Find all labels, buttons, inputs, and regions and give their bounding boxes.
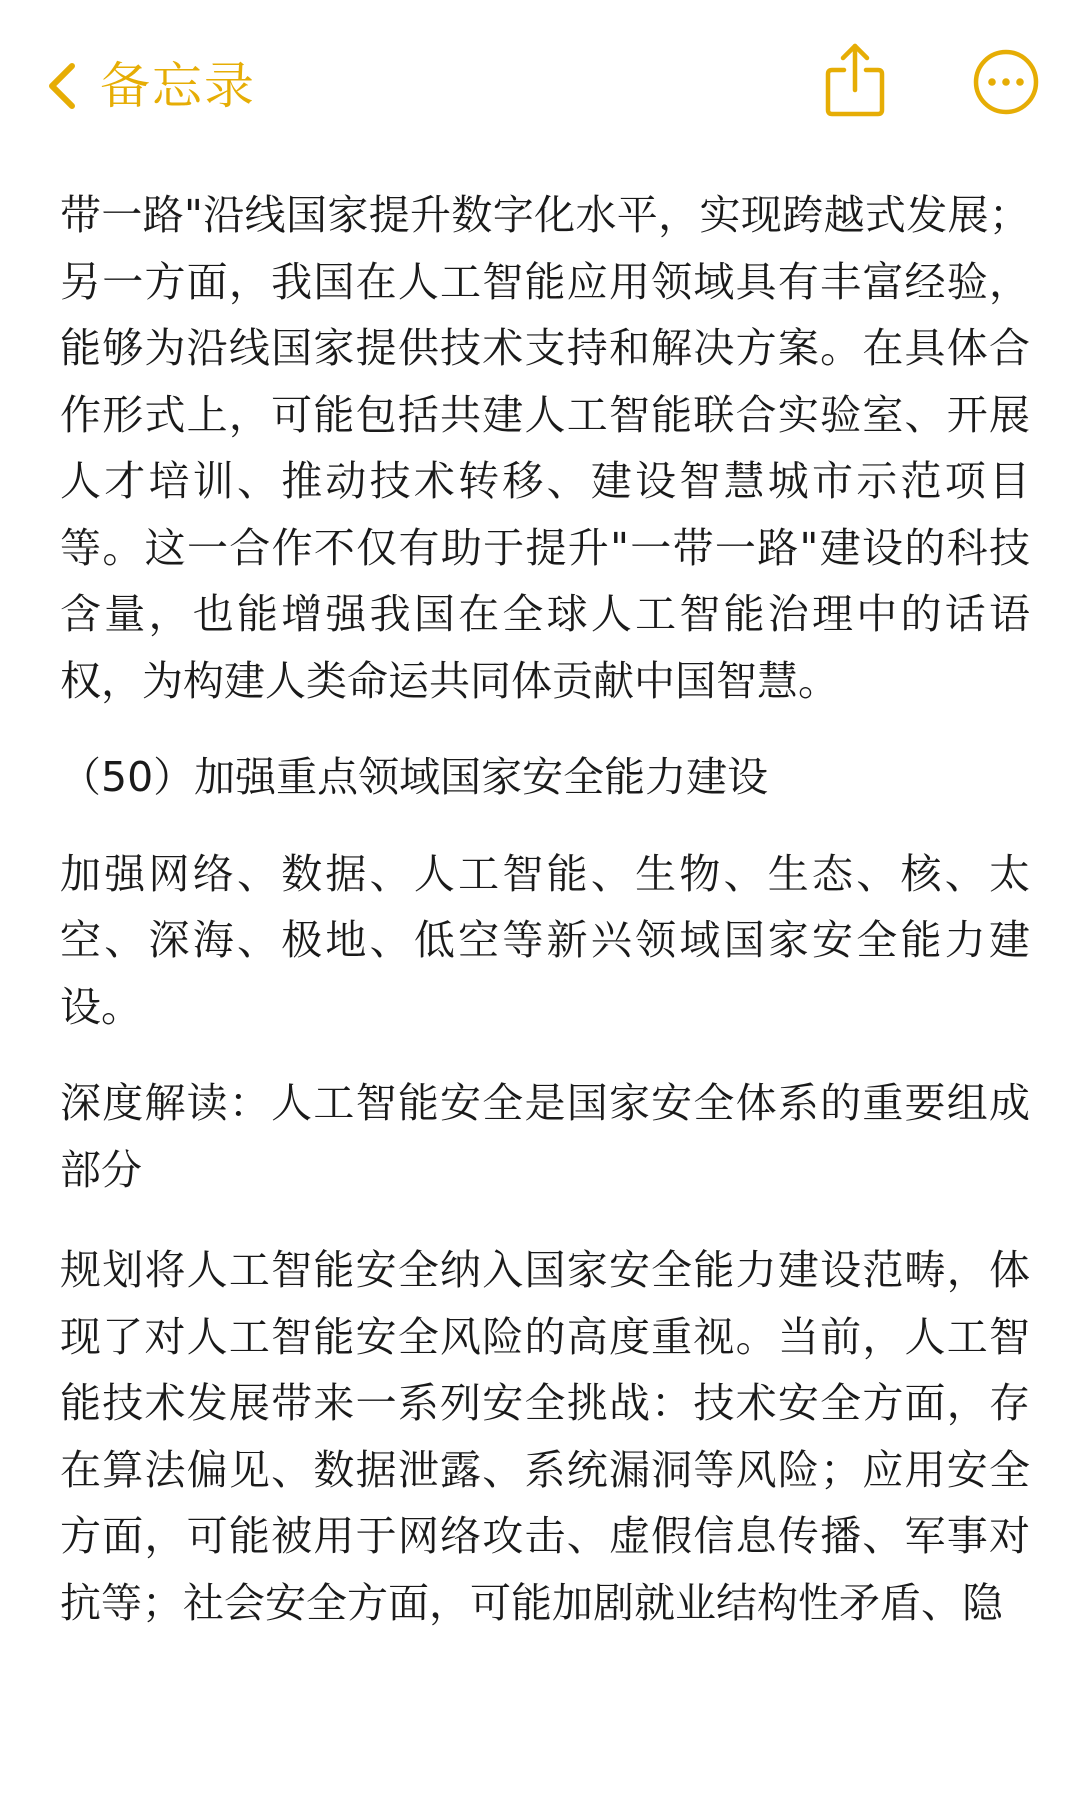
note-paragraph: 带一路"沿线国家提升数字化水平，实现跨越式发展；另一方面，我国在人工智能应用领域具有丰富经验，能够为沿线国家提供技术支持和解决方案。在具体合作形式上，可能包括共建人工智能联合实验室、开展人才培训、推动技术转移、建设智慧城市示范项目等。这一合作不仅有助于提升"一带一路"建设的科技含量，也能增强我国在全球人工智能治理中的话语权，为构建人类命运共同体贡献中国智慧。	[60, 191, 1030, 705]
chevron-left-icon	[40, 56, 84, 116]
share-icon[interactable]	[822, 40, 888, 120]
ellipsis-circle-icon[interactable]	[972, 48, 1040, 116]
note-paragraph: 规划将人工智能安全纳入国家安全能力建设范畴，体现了对人工智能安全风险的高度重视。当前，人工智能技术发展带来一系列安全挑战：技术安全方面，存在算法偏见、数据泄露、系统漏洞等风险；应用安全方面，可能被用于网络攻击、虚假信息传播、军事对抗等；社会安全方面，可能加剧就业结构性矛盾、隐	[60, 1246, 1030, 1627]
note-heading: （50）加强重点领域国家安全能力建设	[60, 753, 769, 801]
note-subheading: 深度解读：人工智能安全是国家安全体系的重要组成部分	[60, 1079, 1030, 1194]
note-paragraph: 加强网络、数据、人工智能、生物、生态、核、太空、深海、极地、低空等新兴领域国家安全能力建设。	[60, 849, 1030, 1031]
note-body[interactable]	[60, 182, 1030, 1636]
back-label: 备忘录	[100, 57, 256, 115]
navigation-bar	[0, 0, 1080, 160]
back-button[interactable]	[40, 50, 256, 122]
